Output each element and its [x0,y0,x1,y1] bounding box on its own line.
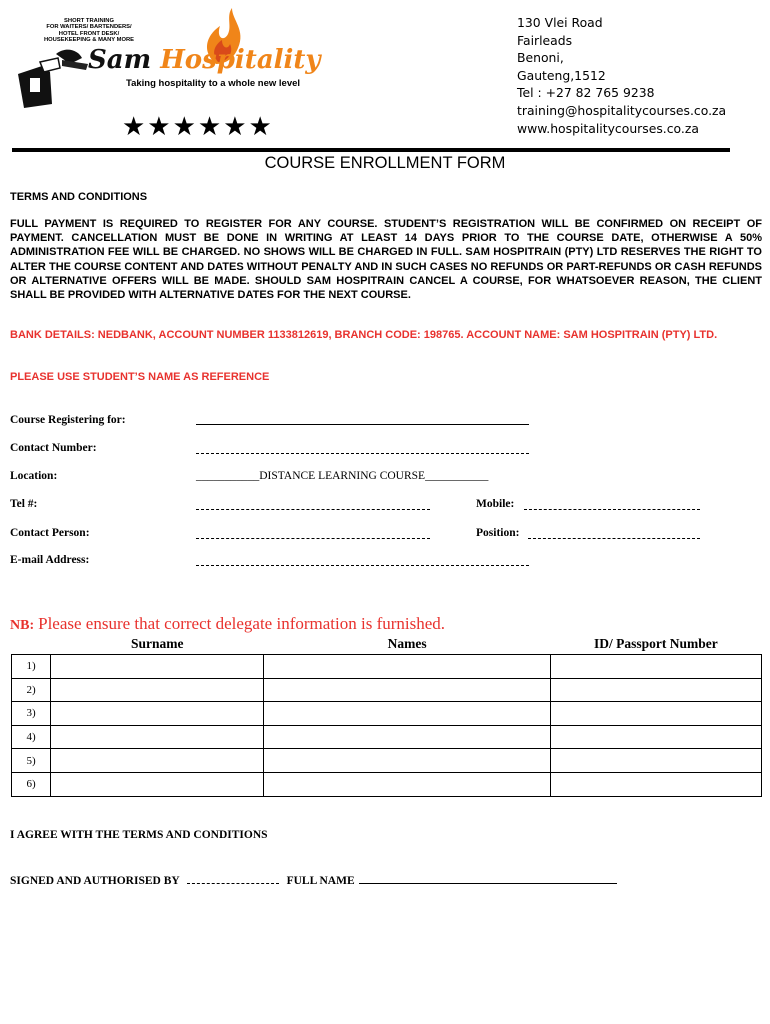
contact-number-field[interactable] [196,453,529,454]
address-telephone: Tel : +27 82 765 9238 [517,85,655,101]
location-label: Location: [10,470,58,482]
position-label: Position: [476,527,520,539]
names-header: Names [387,636,427,651]
row-number: 1) [12,655,51,679]
tel-label: Tel #: [10,498,38,510]
names-cell[interactable] [264,655,551,679]
company-logo [8,2,338,112]
waiter-figure-icon [12,44,92,110]
header-divider [12,148,730,152]
form-title: COURSE ENROLLMENT FORM [264,154,506,172]
contact-person-field[interactable] [196,538,430,539]
row-number: 2) [12,678,51,702]
surname-cell[interactable] [51,655,264,679]
row-number: 6) [12,772,51,796]
full-name-field[interactable] [359,873,617,884]
position-field[interactable] [528,538,700,539]
names-cell[interactable] [264,702,551,726]
payment-reference-note: PLEASE USE STUDENT’S NAME AS REFERENCE [10,371,270,383]
contact-number-label: Contact Number: [10,442,97,454]
course-field[interactable] [196,424,529,425]
delegate-row [12,749,762,773]
row-number: 5) [12,749,51,773]
email-field[interactable] [196,565,529,566]
id-passport-cell[interactable] [550,655,761,679]
surname-cell[interactable] [51,772,264,796]
delegate-row [12,725,762,749]
signature-line [10,871,617,889]
agree-terms-statement: I AGREE WITH THE TERMS AND CONDITIONS [10,829,268,841]
mobile-field[interactable] [524,509,700,510]
names-cell[interactable] [264,678,551,702]
address-line-street: 130 Vlei Road [517,15,603,30]
row-number: 4) [12,725,51,749]
brand-slogan: Taking hospitality to a whole new level [126,78,301,89]
course-label: Course Registering for: [10,414,126,426]
delegate-row [12,702,762,726]
tel-field[interactable] [196,509,430,510]
signed-by-label: SIGNED AND AUTHORISED BY [10,875,180,887]
surname-cell[interactable] [51,725,264,749]
contact-person-label: Contact Person: [10,527,90,539]
address-line-province: Gauteng,1512 [517,67,606,83]
delegate-table-header [12,636,762,655]
star-rating: ★★★★★★ [122,111,274,141]
address-line-city: Benoni, [517,50,564,66]
row-number-header [12,636,51,655]
bank-details: BANK DETAILS: NEDBANK, ACCOUNT NUMBER 1133812619, BRANCH CODE: 198765. ACCOUNT NAME: SAM HOSPITRAIN (PTY) LTD. [10,329,718,341]
row-number: 3) [12,702,51,726]
delegate-table [11,636,762,797]
nb-label: NB: [10,618,35,633]
address-email-link[interactable]: training@hospitalitycourses.co.za [517,102,727,118]
id-passport-cell[interactable] [550,749,761,773]
nb-text: Please ensure that correct delegate information is furnished. [38,614,446,633]
delegate-row [12,655,762,679]
signed-by-field[interactable] [187,873,279,884]
names-cell[interactable] [264,725,551,749]
delegate-row [12,678,762,702]
email-label: E-mail Address: [10,554,90,566]
surname-cell[interactable] [51,702,264,726]
terms-body: FULL PAYMENT IS REQUIRED TO REGISTER FOR ANY COURSE. STUDENT’S REGISTRATION WILL BE CONFIRMED ON RECEIPT OF PAYMENT. CANCELLATION MUST BE DONE IN WRITING AT LEAST 14 DAYS PRIOR TO THE COURSE DATE, OTHERWISE A 50% ADMINISTRATION FEE WILL BE CHARGED. NO SHOWS WILL BE CHARGED IN FULL. SAM HOSPITRAIN (PTY) LTD RESERVES THE RIGHT TO ALTER THE COURSE CONTENT AND DATES WITHOUT PENALTY AND IN SUCH CASES NO REFUNDS OR PART-REFUNDS OR CASH REFUNDS OR ALTERNATIVE OFFERS WILL BE MADE. SHOULD SAM HOSPITRAIN CANCEL A COURSE, FOR WHATSOEVER REASON, THE CLIENT SHALL BE PROVIDED WITH ALTERNATIVE DATES FOR THE NEXT COURSE. [10,218,762,302]
terms-heading: TERMS AND CONDITIONS [10,191,148,203]
surname-cell[interactable] [51,749,264,773]
address-line-suburb: Fairleads [517,32,573,48]
brand-hospitality: Hospitality [160,45,321,75]
company-address [517,14,726,137]
surname-header: Surname [131,636,184,651]
names-cell[interactable] [264,772,551,796]
address-website-link[interactable]: www.hospitalitycourses.co.za [517,120,699,136]
brand-sam: Sam [88,45,152,75]
mobile-label: Mobile: [476,498,515,510]
id-passport-cell[interactable] [550,678,761,702]
brand-name [88,46,321,74]
short-training-tagline: SHORT TRAINING FOR WAITERS/ BARTENDERS/ HOTEL FRONT DESK/ HOUSEKEEPING & MANY MORE [43,18,135,44]
delegate-row [12,772,762,796]
id-passport-header: ID/ Passport Number [594,636,718,651]
id-passport-cell[interactable] [550,772,761,796]
names-cell[interactable] [264,749,551,773]
surname-cell[interactable] [51,678,264,702]
delegate-note [10,614,445,636]
id-passport-cell[interactable] [550,702,761,726]
id-passport-cell[interactable] [550,725,761,749]
location-field[interactable]: ___________DISTANCE LEARNING COURSE___________ [196,470,489,482]
full-name-label: FULL NAME [286,875,355,887]
